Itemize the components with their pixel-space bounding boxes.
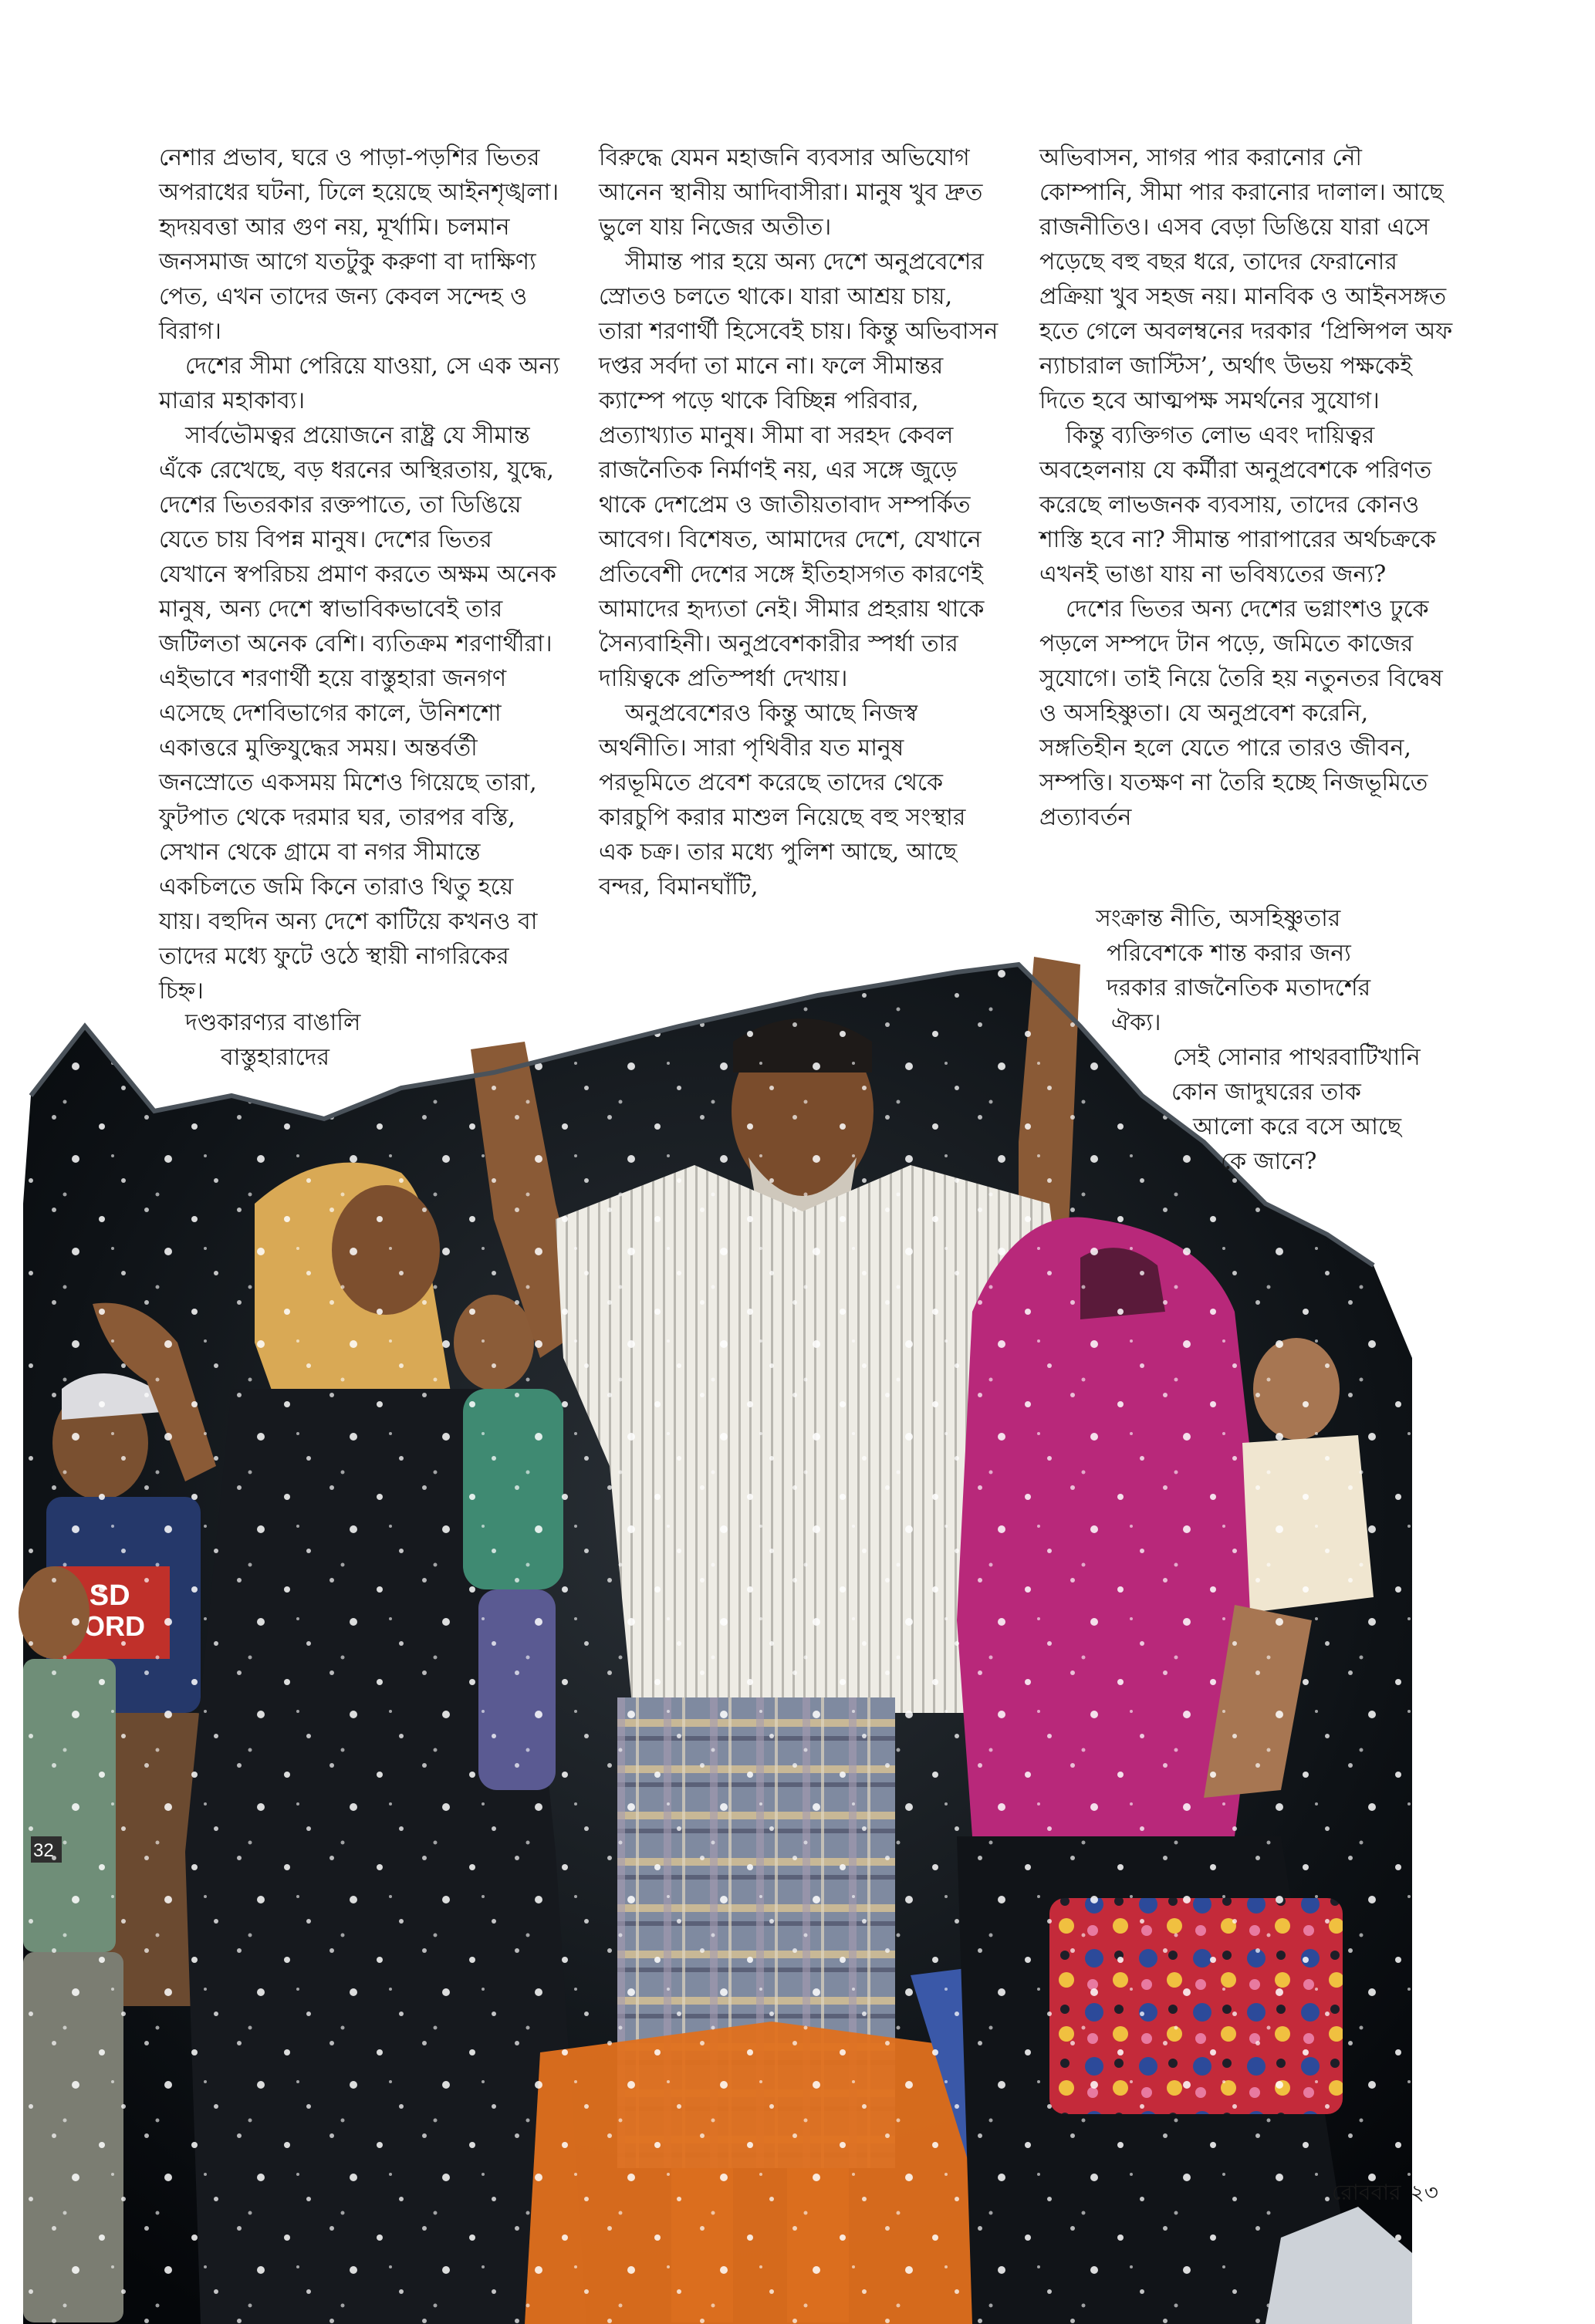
paragraph: সীমান্ত পার হয়ে অন্য দেশে অনুপ্রবেশের স্রোতও চলতে থাকে। যারা আশ্রয় চায়, তারা শরণার্থী হিসেবেই চায়। কিন্তু অভিবাসন দপ্তর সর্বদা তা মানে না। ফলে সীমান্তর ক্যাম্পে পড়ে থাকে বিচ্ছিন্ন পরিবার, প্রত্যাখ্যাত মানুষ। সীমা বা সরহদ কেবল রাজনৈতিক নির্মাণই নয়, এর সঙ্গে জুড়ে থাকে দেশপ্রেম ও জাতীয়তাবাদ সম্পর্কিত আবেগ। বিশেষত, আমাদের দেশে, যেখানে প্রতিবেশী দেশের সঙ্গে ইতিহাসগত কারণেই আমাদের হৃদ্যতা নেই। সীমার প্রহরায় থাকে সৈন্যবাহিনী। অনুপ্রবেশকারীর স্পর্ধা তার দায়িত্বকে প্রতিস্পর্ধা দেখায়। — [599, 248, 999, 692]
paragraph: দেশের সীমা পেরিয়ে যাওয়া, সে এক অন্য মাত্রার মহাকাব্য। — [159, 353, 559, 414]
text-column-2 — [599, 140, 1000, 904]
text-line: আলো করে বসে আছে — [1193, 1113, 1402, 1140]
text-line: দণ্ডকারণ্যর বাঙালি — [185, 1009, 361, 1036]
text-line: দরকার রাজনৈতিক মতাদর্শের — [1107, 975, 1371, 1002]
paragraph: কিন্তু ব্যক্তিগত লোভ এবং দায়িত্বর অবহেলনায় যে কর্মীরা অনুপ্রবেশকে পরিণত করেছে লাভজনক ব্যবসায়, তাদের কোনও শাস্তি হবে না? সীমান্ত পারাপারের অর্থচক্রকে এখনই ভাঙা যায় না ভবিষ্যতের জন্য? — [1039, 422, 1437, 588]
text-line: বাস্তুহারাদের — [221, 1044, 329, 1071]
text-line: কোন জাদুঘরের তাক — [1171, 1079, 1361, 1106]
text-line: সেই সোনার পাথরবাটিখানি — [1173, 1044, 1421, 1071]
text-column-1 — [159, 140, 560, 1008]
text-line: কে জানে? — [1221, 1148, 1317, 1175]
paragraph: অনুপ্রবেশেরও কিন্তু আছে নিজস্ব অর্থনীতি। সারা পৃথিবীর যত মানুষ পরভূমিতে প্রবেশ করেছে তাদের থেকে কারচুপি করার মাশুল নিয়েছে বহু সংস্থার এক চক্র। তার মধ্যে পুলিশ আছে, আছে বন্দর, বিমানঘাঁটি, — [599, 700, 966, 900]
text-line: সংক্রান্ত নীতি, অসহিষ্ণুতার — [1096, 905, 1341, 932]
magazine-name: রোববার — [1332, 2180, 1401, 2205]
paragraph: দেশের ভিতর অন্য দেশের ভগ্নাংশও ঢুকে পড়লে সম্পদে টান পড়ে, জমিতে কাজের সুযোগে। তাই নিয়ে তৈরি হয় নতুনতর বিদ্বেষ ও অসহিষ্ণুতা। যে অনুপ্রবেশ করেনি, সঙ্গতিহীন হলে যেতে পারে তারও জীবন, সম্পত্তি। যতক্ষণ না তৈরি হচ্ছে নিজভূমিতে প্রত্যাবর্তন — [1039, 596, 1443, 831]
page-folio — [1332, 2176, 1438, 2212]
text-column-3 — [1039, 140, 1456, 835]
page-number: ২৩ — [1410, 2180, 1438, 2205]
paragraph: বিরুদ্ধে যেমন মহাজনি ব্যবসার অভিযোগ আনেন স্থানীয় আদিবাসীরা। মানুষ খুব দ্রুত ভুলে যায় নিজের অতীত। — [599, 144, 983, 241]
paragraph: সার্বভৌমত্বর প্রয়োজনে রাষ্ট্র যে সীমান্ত এঁকে রেখেছে, বড় ধরনের অস্থিরতায়, যুদ্ধে, দেশের ভিতরকার রক্তপাতে, তা ডিঙিয়ে যেতে চায় বিপন্ন মানুষ। দেশের ভিতর যেখানে স্বপরিচয় প্রমাণ করতে অক্ষম অনেক মানুষ, অন্য দেশে স্বাভাবিকভাবেই তার জটিলতা অনেক বেশি। ব্যতিক্রম শরণার্থীরা। এইভাবে শরণার্থী হয়ে বাস্তুহারা জনগণ এসেছে দেশবিভাগের কালে, উনিশশো একাত্তরে মুক্তিযুদ্ধের সময়। অন্তর্বর্তী জনস্রোতে একসময় মিশেও গিয়েছে তারা, ফুটপাত থেকে দরমার ঘর, তারপর বস্তি, সেখান থেকে গ্রামে বা নগর সীমান্তে একচিলতে জমি কিনে তারাও থিতু হয়ে যায়। বহুদিন অন্য দেশে কাটিয়ে কখনও বা তাদের মধ্যে ফুটে ওঠে স্থায়ী নাগরিকের চিহ্ন। — [159, 422, 556, 1005]
text-line: পরিবেশকে শান্ত করার জন্য — [1107, 940, 1351, 967]
paragraph: অভিবাসন, সাগর পার করানোর নৌ কোম্পানি, সীমা পার করানোর দালাল। আছে রাজনীতিও। এসব বেড়া ডিঙিয়ে যারা এসে পড়েছে বহু বছর ধরে, তাদের ফেরানোর প্রক্রিয়া খুব সহজ নয়। মানবিক ও আইনসঙ্গত হতে গেলে অবলম্বনের দরকার ‘প্রিন্সিপল অফ ন্যাচারাল জাস্টিস’, অর্থাৎ উভয় পক্ষকেই দিতে হবে আত্মপক্ষ সমর্থনের সুযোগ। — [1039, 144, 1453, 414]
text-line: ঐক্য। — [1111, 1009, 1161, 1036]
paragraph: নেশার প্রভাব, ঘরে ও পাড়া-পড়শির ভিতর অপরাধের ঘটনা, ঢিলে হয়েছে আইনশৃঙ্খলা। হৃদয়বত্তা আর গুণ নয়, মূর্খামি। চলমান জনসমাজ আগে যতটুকু করুণা বা দাক্ষিণ্য পেত, এখন তাদের জন্য কেবল সন্দেহ ও বিরাগ। — [159, 144, 559, 345]
